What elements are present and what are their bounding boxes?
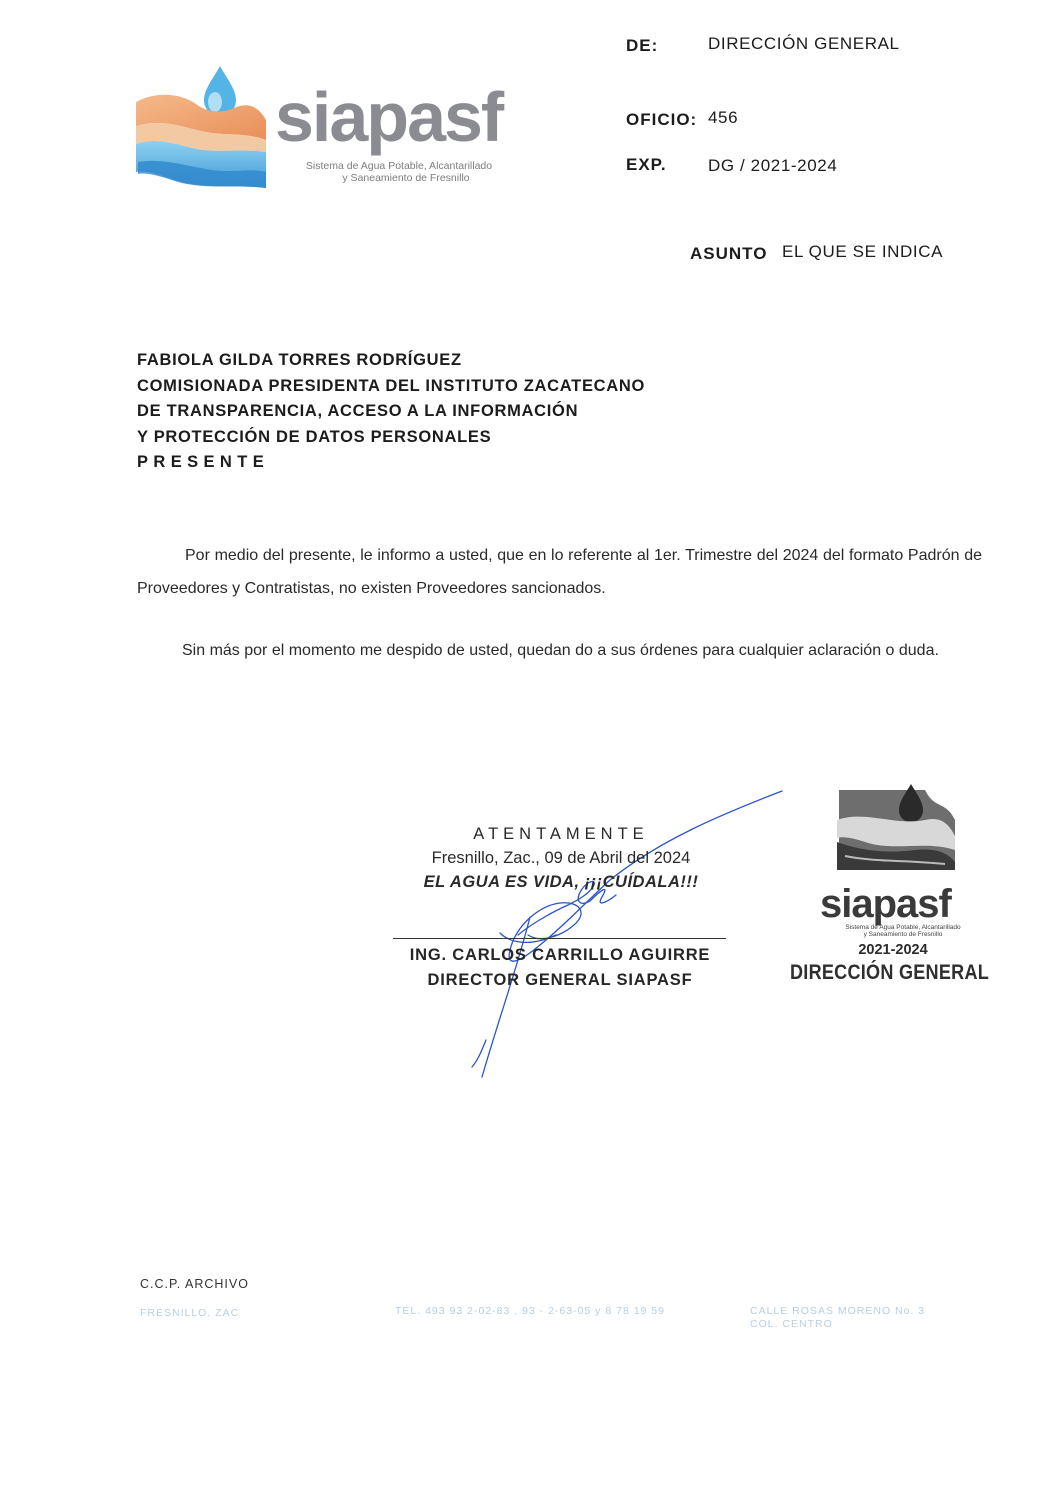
body-paragraph: Sin más por el momento me despido de usted, quedan do a sus órdenes para cualquier aclaración o duda. bbox=[182, 642, 939, 659]
footer-address bbox=[750, 1305, 925, 1331]
logo-subtitle-line2: y Saneamiento de Fresnillo bbox=[342, 172, 470, 184]
footer-address-line2: COL. CENTRO bbox=[750, 1318, 833, 1330]
recipient-presente: PRESENTE bbox=[137, 453, 270, 471]
asunto-value: EL QUE SE INDICA bbox=[782, 242, 944, 261]
recipient-block bbox=[137, 348, 645, 476]
body-paragraph: Por medio del presente, le informo a usted, que en lo referente al 1er. Trimestre del 2024 del formato Padrón de Proveedores y Contratistas, no existen Proveedores sancionados. bbox=[137, 547, 982, 597]
recipient-name: FABIOLA GILDA TORRES RODRÍGUEZ bbox=[137, 351, 462, 369]
closing-place-date: Fresnillo, Zac., 09 de Abril del 2024 bbox=[431, 849, 691, 867]
stamp-period: 2021-2024 bbox=[858, 942, 928, 958]
stamp-subtitle-line2: y Saneamiento de Fresnillo bbox=[863, 931, 943, 938]
oficio-label: OFICIO: bbox=[626, 110, 698, 129]
oficio-value: 456 bbox=[708, 108, 739, 127]
exp-value: DG / 2021-2024 bbox=[708, 156, 838, 175]
ccp-archivo: C.C.P. ARCHIVO bbox=[140, 1277, 249, 1291]
closing-atentamente: ATENTAMENTE bbox=[473, 825, 649, 843]
stamp-department: DIRECCIÓN GENERAL bbox=[790, 961, 990, 984]
footer-city: FRESNILLO, ZAC bbox=[140, 1307, 240, 1319]
recipient-title-line: Y PROTECCIÓN DE DATOS PERSONALES bbox=[137, 427, 492, 446]
stamp-wordmark: siapasf bbox=[820, 882, 951, 926]
logo-subtitle-line1: Sistema de Agua Potable, Alcantarillado bbox=[305, 160, 493, 172]
closing-block bbox=[392, 822, 730, 894]
closing-slogan: EL AGUA ES VIDA, ¡¡¡CUÍDALA!!! bbox=[423, 873, 699, 891]
footer-address-line1: CALLE ROSAS MORENO No. 3 bbox=[750, 1305, 926, 1317]
recipient-title-line: DE TRANSPARENCIA, ACCESO A LA INFORMACIÓN bbox=[137, 402, 579, 420]
recipient-title-line: COMISIONADA PRESIDENTA DEL INSTITUTO ZACATECANO bbox=[137, 376, 646, 395]
stamp-subtitle-line1: Sistema de Agua Potable, Alcantarillado bbox=[845, 924, 961, 931]
logo-wordmark: siapasf bbox=[275, 78, 503, 156]
stamp-subtitle bbox=[828, 924, 978, 938]
signer-title: DIRECTOR GENERAL SIAPASF bbox=[427, 971, 693, 989]
exp-label: EXP. bbox=[626, 155, 667, 174]
signature-line bbox=[393, 938, 726, 939]
de-label: DE: bbox=[626, 36, 659, 55]
asunto-label: ASUNTO bbox=[690, 244, 768, 263]
signer-name: ING. CARLOS CARRILLO AGUIRRE bbox=[409, 946, 711, 964]
footer-phones: TEL. 493 93 2-02-83 , 93 - 2-63-05 y 8 78 19 59 bbox=[395, 1305, 665, 1317]
logo-subtitle bbox=[286, 160, 512, 184]
signer-block bbox=[380, 943, 740, 993]
de-value: DIRECCIÓN GENERAL bbox=[708, 34, 900, 53]
